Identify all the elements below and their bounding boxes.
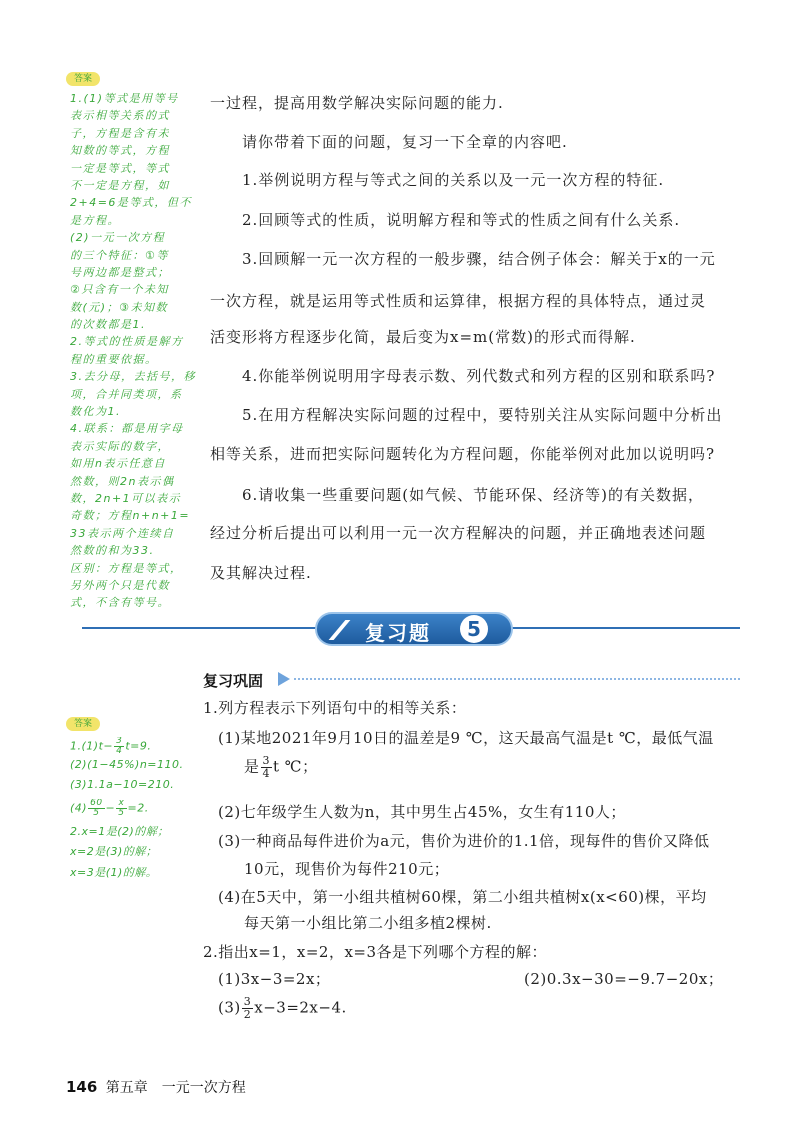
review-line: 4.你能举例说明用字母表示数、列代数式和列方程的区别和联系吗? (242, 367, 716, 385)
note-line: 然数的和为33. (70, 544, 155, 558)
note-line: 2.x=1是(2)的解； (70, 824, 169, 838)
review-line: 及其解决过程. (210, 564, 312, 582)
exercise-1-3: (3)一种商品每件进价为a元，售价为进价的1.1倍，现每件的售价又降低 (218, 832, 710, 850)
note-line: 2+4=6是等式，但不 (70, 196, 192, 210)
note-line: 的三个特征：①等 (70, 248, 169, 262)
note-line: 区别：方程是等式， (70, 561, 183, 575)
review-line: 5.在用方程解决实际问题的过程中，要特别关注从实际问题中分析出 (242, 406, 723, 424)
answer-notes-bottom (70, 737, 200, 884)
note-line: (4) $\frac{60}{5}$ − $\frac{x}{5}$ =2. (70, 798, 149, 818)
note-line: (2)(1−45%)n=110. (70, 757, 184, 771)
exercise-2-2: (2)0.3x−30=−9.7−20x； (524, 970, 724, 988)
dotted-divider (294, 678, 740, 680)
note-line: 程的重要依据。 (70, 352, 158, 366)
note-line: 知数的等式，方程 (70, 144, 170, 158)
review-line: 6.请收集一些重要问题(如气候、节能环保、经济等)的有关数据， (242, 486, 705, 504)
triangle-arrow-icon (278, 672, 290, 686)
note-line: 1.(1)等式是用等号 (70, 92, 179, 105)
answer-tag-2: 答案 (66, 717, 100, 731)
note-line: 1.(1)t− $\frac{3}{4}$ t=9. (70, 737, 152, 756)
note-line: 是方程。 (70, 213, 120, 227)
note-line: (3)1.1a−10=210. (70, 778, 175, 791)
review-line: 请你带着下面的问题，复习一下全章的内容吧. (242, 133, 568, 151)
review-line: 活变形将方程逐步化简，最后变为x=m(常数)的形式而得解. (210, 328, 636, 346)
exercise-1-2: (2)七年级学生人数为n，其中男生占45%，女生有110人； (218, 803, 626, 821)
note-line: 式，不含有等号。 (70, 596, 170, 610)
review-line: 相等关系，进而把实际问题转化为方程问题，你能举例对此加以说明吗? (210, 445, 716, 463)
exercise-2-1: (1)3x−3=2x； (218, 970, 331, 988)
fraction: $\frac{3}{2}$ (243, 995, 252, 1021)
exercise-1-1: (1)某地2021年9月10日的温差是9 ℃，这天最高气温是t ℃，最低气温 (218, 729, 714, 747)
slash-icon (329, 620, 351, 640)
review-line: 经过分析后提出可以利用一元一次方程解决的问题，并正确地表述问题 (210, 524, 707, 542)
note-line: 数(元)；③未知数 (70, 300, 168, 314)
banner-rule-right (508, 627, 740, 629)
note-line: 如用n表示任意自 (70, 457, 166, 471)
page-footer (66, 1077, 246, 1097)
exercise-2: 2.指出x=1，x=2，x=3各是下列哪个方程的解： (203, 943, 548, 961)
banner-rule-left (82, 627, 322, 629)
exercise-1-3-cont: 10元，现售价为每件210元； (244, 860, 450, 878)
note-line: 号两边都是整式； (70, 265, 170, 279)
answer-notes-top (70, 90, 200, 612)
review-line: 2.回顾等式的性质，说明解方程和等式的性质之间有什么关系. (242, 211, 681, 229)
note-line: 另外两个只是代数 (70, 578, 170, 592)
note-line: 数化为1. (70, 405, 121, 419)
note-line: 一定是等式，等式 (70, 161, 170, 175)
note-line: 不一定是方程，如 (70, 178, 170, 192)
fraction: $\frac{60}{5}$ (90, 798, 103, 818)
note-line: 2.等式的性质是解方 (70, 335, 184, 349)
section-title: 复习巩固 (203, 672, 264, 690)
exercise-2-3: (3) $\frac{3}{2}$ x−3=2x−4. (218, 995, 347, 1021)
note-line: 项，合并同类项，系 (70, 387, 183, 401)
note-line: x=2是(3)的解； (70, 845, 158, 858)
page-number: 146 (66, 1078, 98, 1096)
review-line: 一过程，提高用数学解决实际问题的能力. (210, 94, 504, 112)
fraction: $\frac{3}{4}$ (262, 754, 271, 780)
review-line: 3.回顾解一元一次方程的一般步骤，结合例子体会：解关于x的一元 (242, 250, 716, 268)
note-line: 3.去分母，去括号，移 (70, 370, 196, 384)
note-line: 4.联系：都是用字母 (70, 422, 184, 436)
note-line: 33表示两个连续自 (70, 526, 175, 540)
chapter-title: 第五章 一元一次方程 (105, 1080, 246, 1096)
note-line: 奇数；方程n+n+1= (70, 509, 191, 523)
review-exercises-banner (315, 612, 513, 646)
exercise-1-4: (4)在5天中，第一小组共植树60棵，第二小组共植树x(x<60)棵，平均 (218, 888, 707, 906)
banner-title: 复习题 (365, 621, 431, 645)
note-line: x=3是(1)的解。 (70, 865, 158, 879)
fraction: $\frac{3}{4}$ (116, 737, 123, 756)
note-line: (2)一元一次方程 (70, 231, 166, 245)
exercise-1-1-cont: 是 $\frac{3}{4}$ t ℃； (244, 754, 318, 780)
exercise-1-4-cont: 每天第一小组比第二小组多植2棵树. (244, 914, 492, 932)
exercise-1: 1.列方程表示下列语句中的相等关系： (203, 699, 467, 717)
note-line: ②只含有一个未知 (70, 283, 169, 297)
fraction: $\frac{x}{5}$ (118, 798, 125, 818)
note-line: 表示实际的数字， (70, 439, 170, 453)
note-line: 表示相等关系的式 (70, 109, 170, 123)
banner-number: 5 (460, 615, 488, 643)
note-line: 子，方程是含有未 (70, 126, 170, 140)
review-line: 1.举例说明方程与等式之间的关系以及一元一次方程的特征. (242, 171, 665, 189)
note-line: 然数，则2n表示偶 (70, 474, 175, 488)
answer-tag: 答案 (66, 72, 100, 86)
review-line: 一次方程，就是运用等式性质和运算律，根据方程的具体特点，通过灵 (210, 292, 707, 310)
note-line: 的次数都是1. (70, 318, 146, 332)
note-line: 数，2n+1可以表示 (70, 491, 182, 505)
